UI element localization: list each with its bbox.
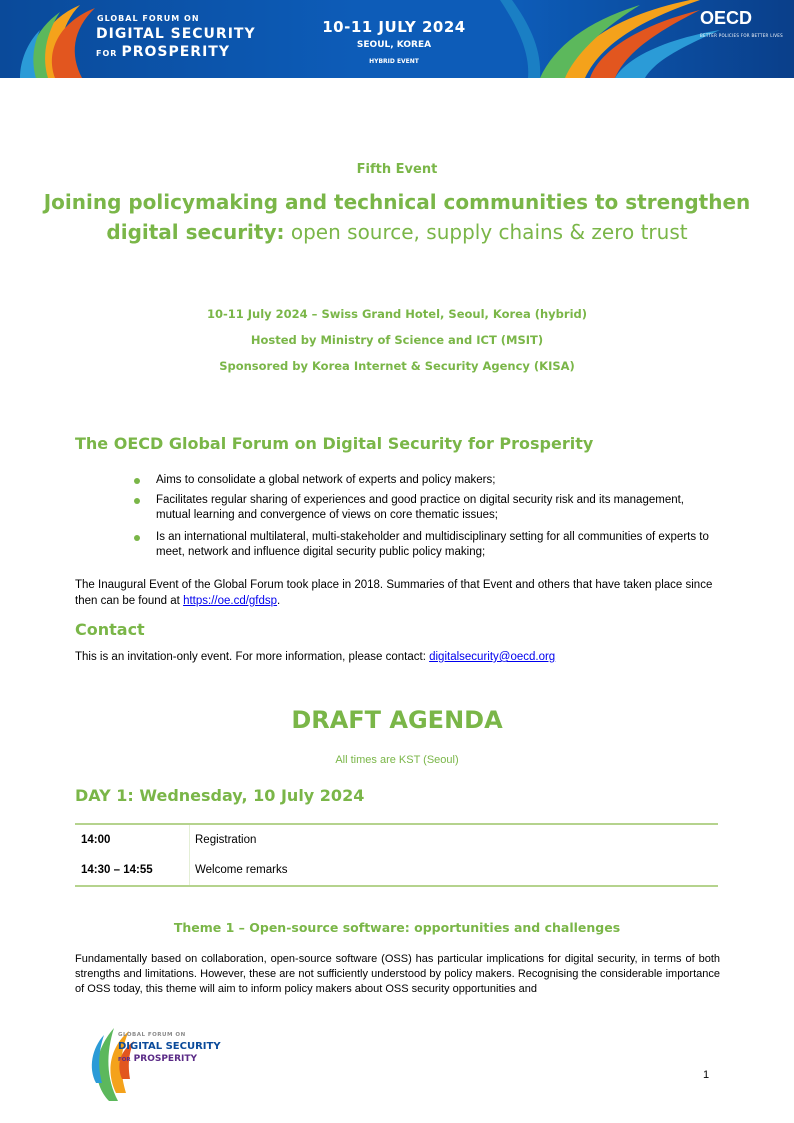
banner-prosperity-word: PROSPERITY [121,44,230,60]
banner-for: FOR [96,49,118,58]
header-banner [0,0,794,78]
footer-logo [84,1023,244,1101]
bullet-icon [134,498,140,504]
banner-dates: 10-11 JULY 2024 [322,18,466,36]
row-time: 14:00 [81,834,111,846]
event-number: Fifth Event [356,162,438,177]
oecd-logo-text: OECD [700,8,753,28]
agenda-title: DRAFT AGENDA [291,706,503,734]
banner-forum-label: GLOBAL FORUM ON [97,14,200,23]
oecd-tagline: BETTER POLICIES FOR BETTER LIVES [700,33,783,38]
gfdsp-link[interactable]: https://oe.cd/gfdsp [183,595,278,607]
contact-email-link[interactable]: digitalsecurity@oecd.org [429,651,556,663]
contact-text: This is an invitation-only event. For more information, please contact: [75,651,430,663]
row-item: Welcome remarks [195,864,288,876]
table-row [75,855,718,885]
venue-line: 10-11 July 2024 – Swiss Grand Hotel, Seoul, Korea (hybrid) [206,307,588,321]
row-item: Registration [195,834,257,846]
title-line-1: Joining policymaking and technical communities to strengthen [43,190,751,214]
about-paragraph-end: . [277,595,281,607]
about-paragraph [75,577,720,609]
footer-prosperity [118,1054,197,1064]
banner-prosperity [96,44,230,60]
page-number: 1 [703,1069,710,1081]
theme1-text: Fundamentally based on collaboration, open-source software (OSS) has particular implications for digital security, in terms of both strengths and limitations. However, these are not sufficiently understood by policy makers. Recognising the considerable importance of OSS today, this theme will aim to inform policy makers about OSS security opportunities and [75,953,720,995]
contact-paragraph [75,649,720,665]
host-line: Hosted by Ministry of Science and ICT (MSIT) [250,333,544,347]
contact-heading: Contact [75,620,145,639]
banner-digital-security: DIGITAL SECURITY [96,26,256,42]
footer-digital-security: DIGITAL SECURITY [118,1041,221,1052]
row-time: 14:30 – 14:55 [81,864,153,876]
title-line-2-bold: digital security: [106,220,285,244]
about-paragraph-text: The Inaugural Event of the Global Forum took place in 2018. Summaries of that Event and others that have taken place since then can be found at [75,579,713,607]
about-bullet-1: Aims to consolidate a global network of experts and policy makers; [156,474,496,486]
about-bullet-2: Facilitates regular sharing of experiences and good practice on digital security risk and its management, mutual learning and convergence of views on core thematic issues; [156,494,685,521]
about-heading: The OECD Global Forum on Digital Security for Prosperity [75,434,594,453]
footer-for: FOR [118,1057,131,1063]
bullet-icon [134,535,140,541]
footer-prosperity-word: PROSPERITY [133,1054,198,1064]
banner-format: HYBRID EVENT [369,58,419,65]
sponsor-line: Sponsored by Korea Internet & Security Agency (KISA) [219,359,575,373]
banner-city: SEOUL, KOREA [356,40,432,50]
theme1-title: Theme 1 – Open-source software: opportunities and challenges [173,920,621,935]
bullet-icon [134,478,140,484]
oecd-logo [700,8,752,29]
agenda-table [75,823,718,887]
agenda-times-note: All times are KST (Seoul) [335,754,459,766]
title-line-2-regular: open source, supply chains & zero trust [284,220,688,244]
table-row [75,825,718,855]
footer-forum-label: GLOBAL FORUM ON [118,1032,186,1038]
about-bullet-3: Is an international multilateral, multi-stakeholder and multidisciplinary setting for all communities of experts to meet, network and influence digital security public policy making; [156,531,709,558]
title-line-2 [0,220,794,244]
day1-heading: DAY 1: Wednesday, 10 July 2024 [75,786,365,805]
